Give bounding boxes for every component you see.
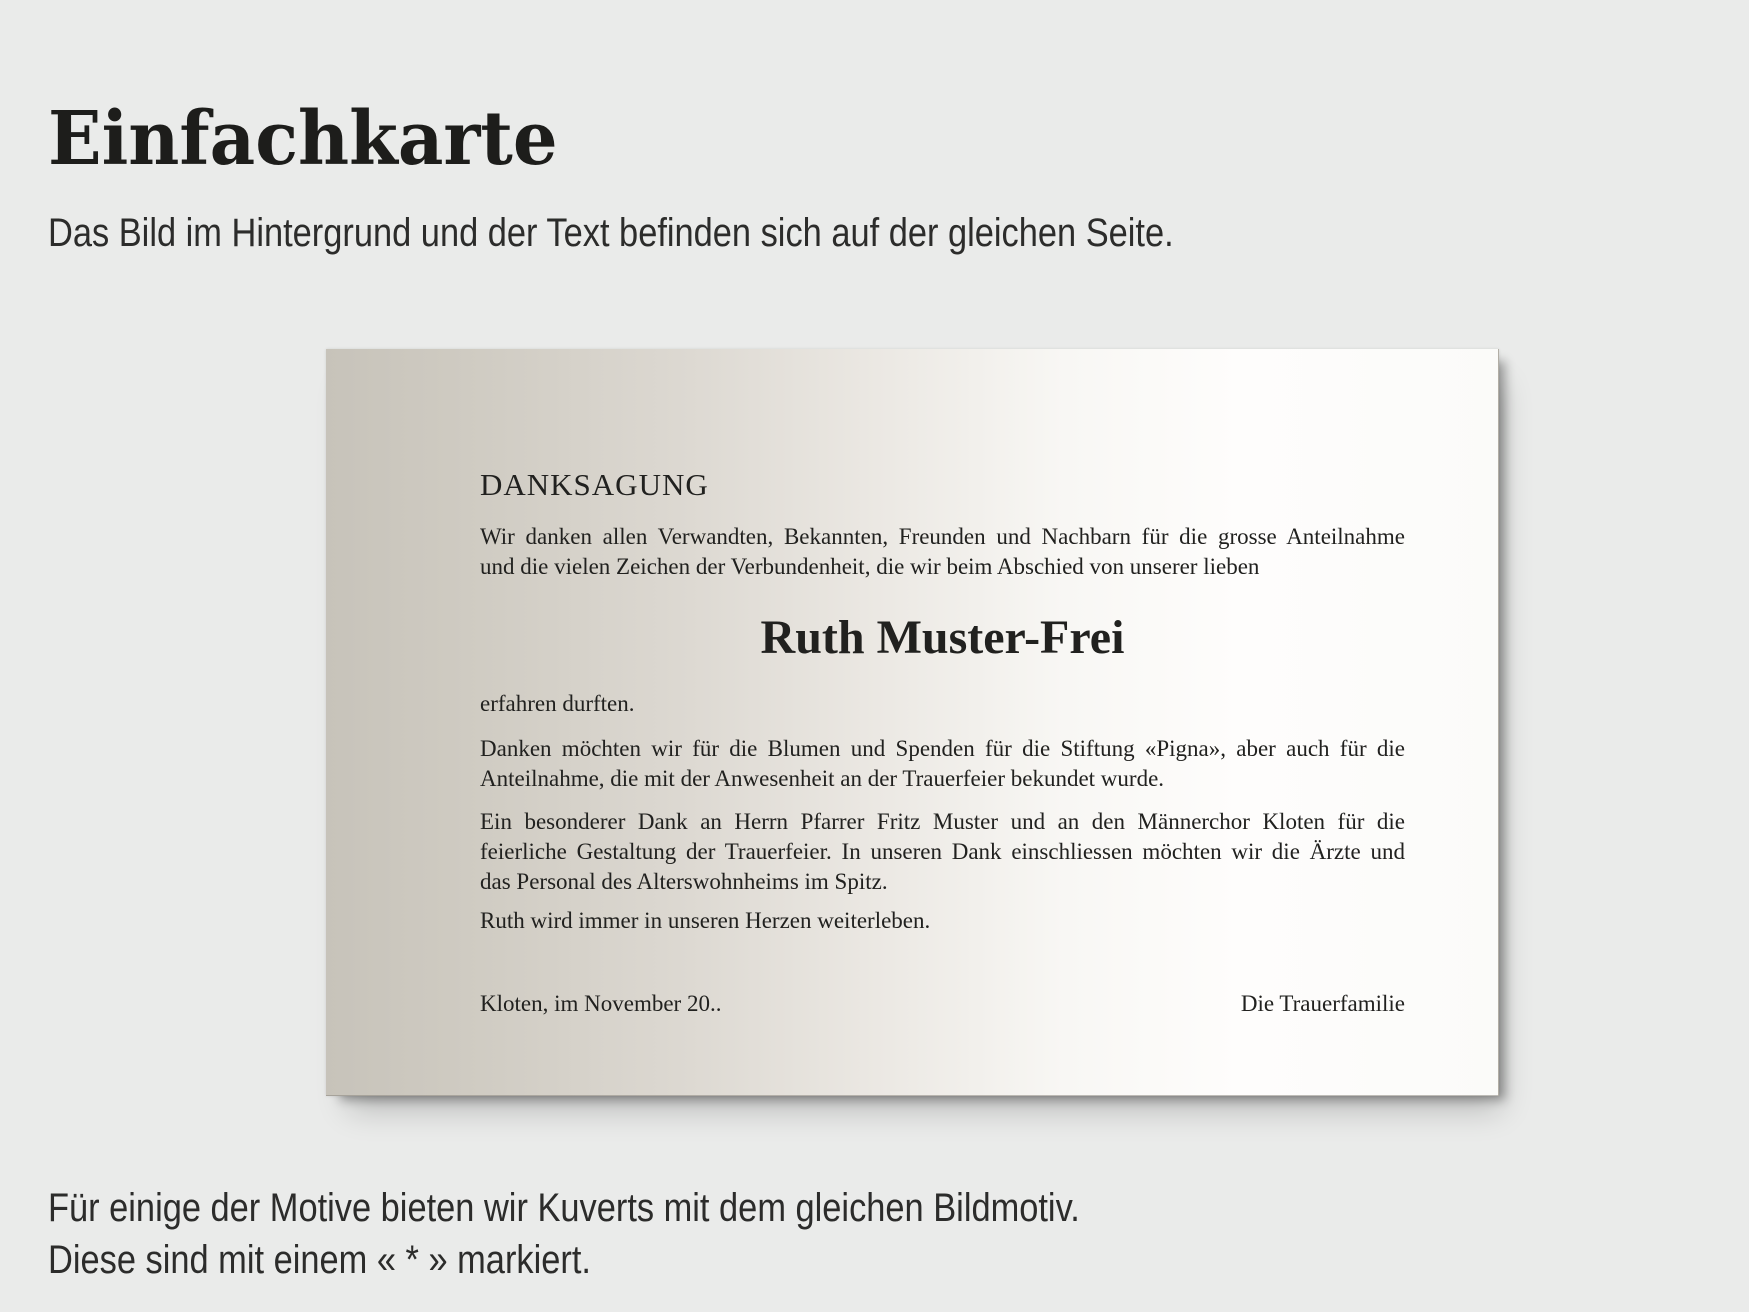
card-special-thanks-line-2: feierliche Gestaltung der Trauerfeier. In unseren Dank einschliessen möchten wir die Ärzte und (480, 839, 1405, 864)
card-special-thanks-line-1: Ein besonderer Dank an Herrn Pfarrer Fritz Muster und an den Männerchor Kloten für die (480, 809, 1405, 834)
page-subtitle (48, 210, 1357, 256)
card-intro-paragraph (480, 522, 1405, 582)
card-bottom-row (480, 989, 1405, 1019)
card-special-thanks-line-3: das Personal des Alterswohnheims im Spitz. (480, 869, 888, 894)
card-closing-line: Ruth wird immer in unseren Herzen weiterleben. (480, 908, 931, 933)
page-footer (48, 1182, 1248, 1286)
page-footer-line-2: Diese sind mit einem « * » markiert. (48, 1238, 591, 1282)
page-title-text: Einfachkarte (48, 95, 558, 182)
card-special-thanks-paragraph (480, 807, 1405, 897)
card-signature: Die Trauerfamilie (1240, 991, 1405, 1016)
card-preview (326, 349, 1499, 1096)
card-deceased-name: Ruth Muster-Frei (760, 611, 1125, 664)
card-intro-line-2: und die vielen Zeichen der Verbundenheit, die wir beim Abschied von unserer lieben (480, 554, 1260, 579)
card-thanks-line-1: Danken möchten wir für die Blumen und Spenden für die Stiftung «Pigna», aber auch für die (480, 736, 1405, 761)
page-title (48, 95, 584, 182)
card-intro-line-1: Wir danken allen Verwandten, Bekannten, Freunden und Nachbarn für die grosse Anteilnahme (480, 524, 1405, 549)
page-footer-lines (48, 1182, 1080, 1286)
card-thanks-paragraph (480, 734, 1405, 794)
card-after-name-line: erfahren durften. (480, 691, 635, 716)
page-footer-line-1: Für einige der Motive bieten wir Kuverts mit dem gleichen Bildmotiv. (48, 1186, 1080, 1230)
card-thanks-line-2: Anteilnahme, die mit der Anwesenheit an der Trauerfeier bekundet wurde. (480, 766, 1165, 791)
page-subtitle-text: Das Bild im Hintergrund und der Text befinden sich auf der gleichen Seite. (48, 211, 1174, 255)
card-place-date: Kloten, im November 20.. (480, 991, 722, 1016)
card-heading: DANKSAGUNG (480, 467, 709, 502)
